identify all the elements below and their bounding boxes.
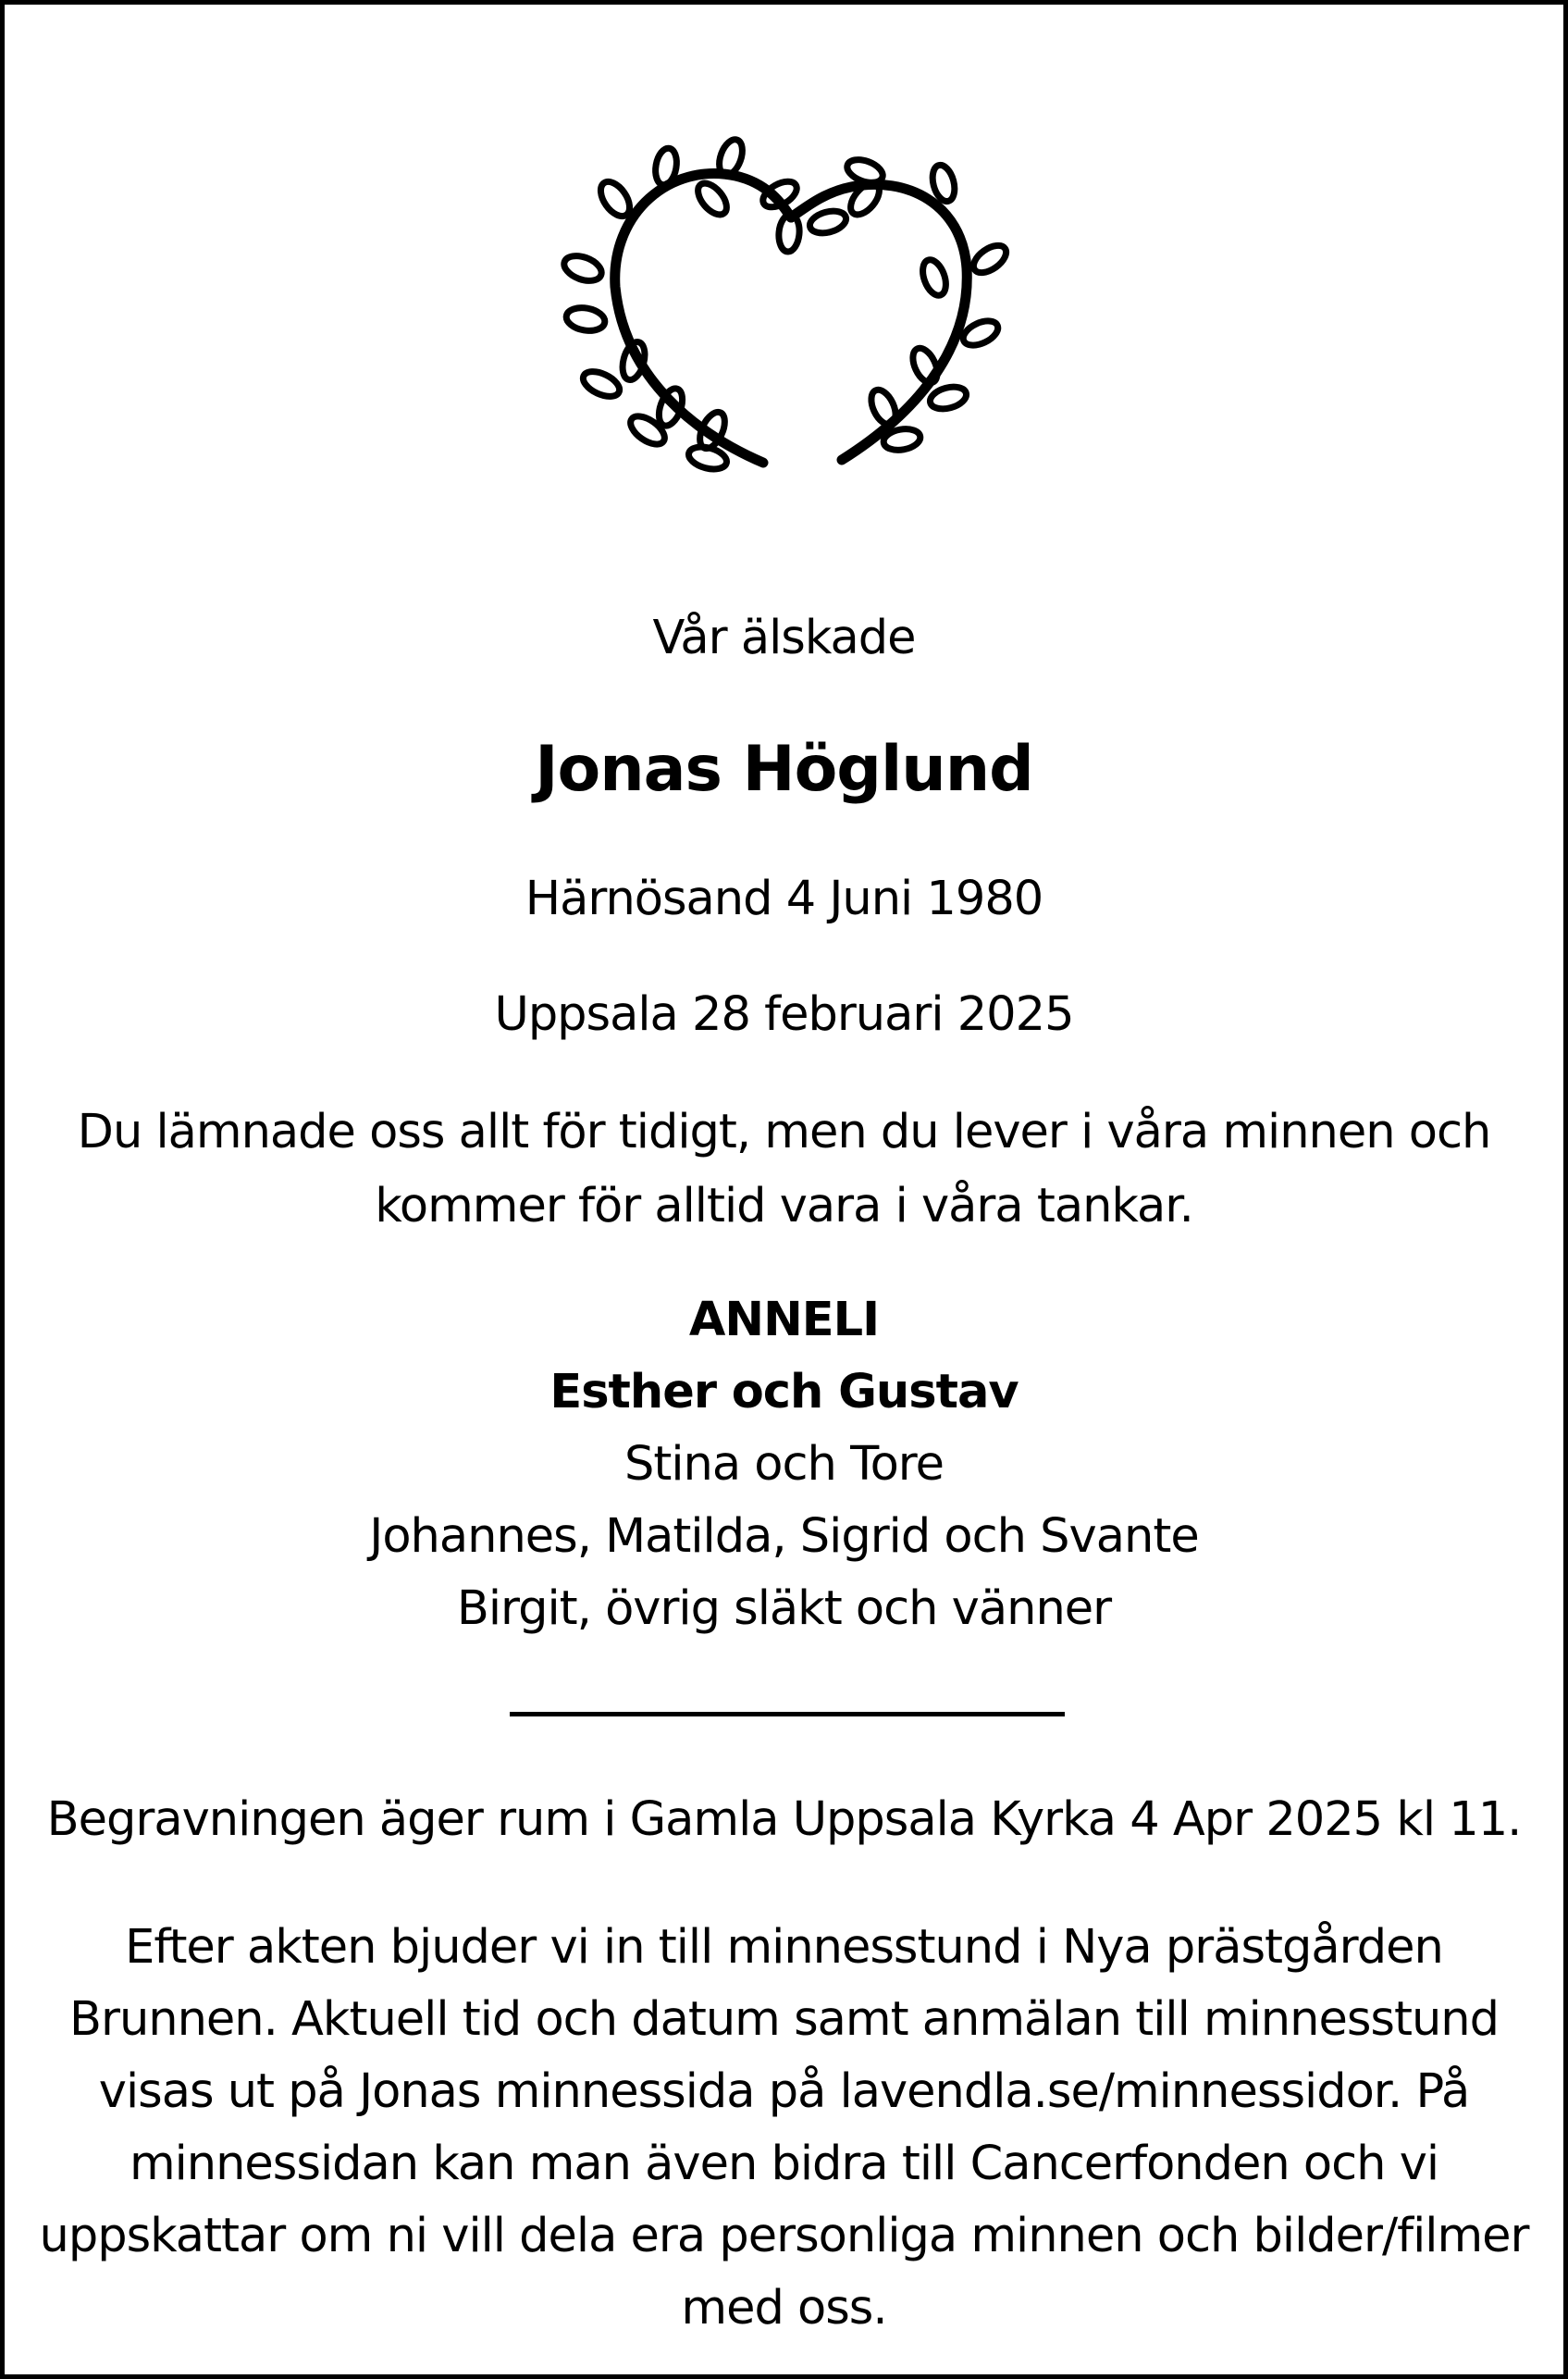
- reception-line: uppskattar om ni vill dela era personliga minnen och bilder/filmer: [39, 2209, 1529, 2263]
- reception-line: visas ut på Jonas minnessida på lavendla.se/minnessidor. På: [98, 2064, 1470, 2119]
- reception-line: Brunnen. Aktuell tid och datum samt anmälan till minnesstund: [68, 1992, 1499, 2047]
- birth-line: Härnösand 4 Juni 1980: [525, 872, 1043, 926]
- mourner-line: Esther och Gustav: [549, 1365, 1019, 1419]
- reception-info: [23, 1912, 1545, 2345]
- divider: [510, 1712, 1065, 1716]
- mourner-line: Birgit, övrig släkt och vänner: [456, 1581, 1112, 1636]
- reception-line: Efter akten bjuder vi in till minnesstund i Nya prästgården: [125, 1920, 1443, 1975]
- mourner-line: Stina och Tore: [623, 1437, 945, 1492]
- reception-line: minnessidan kan man även bidra till Cancerfonden och vi: [129, 2137, 1439, 2191]
- reception-line: med oss.: [681, 2281, 887, 2336]
- heart-wreath-icon: [560, 130, 1022, 481]
- intro-text: Vår älskade: [652, 611, 916, 665]
- verse-line: kommer för alltid vara i våra tankar.: [375, 1179, 1193, 1233]
- death-line: Uppsala 28 februari 2025: [494, 987, 1074, 1042]
- funeral-info: Begravningen äger rum i Gamla Uppsala Kyrka 4 Apr 2025 kl 11.: [46, 1792, 1522, 1847]
- mourner-line: Johannes, Matilda, Sigrid och Svante: [369, 1509, 1199, 1564]
- deceased-name: Jonas Höglund: [535, 733, 1033, 806]
- verse-line: Du lämnade oss allt för tidigt, men du lever i våra minnen och: [77, 1105, 1491, 1159]
- mourner-line: ANNELI: [688, 1293, 880, 1347]
